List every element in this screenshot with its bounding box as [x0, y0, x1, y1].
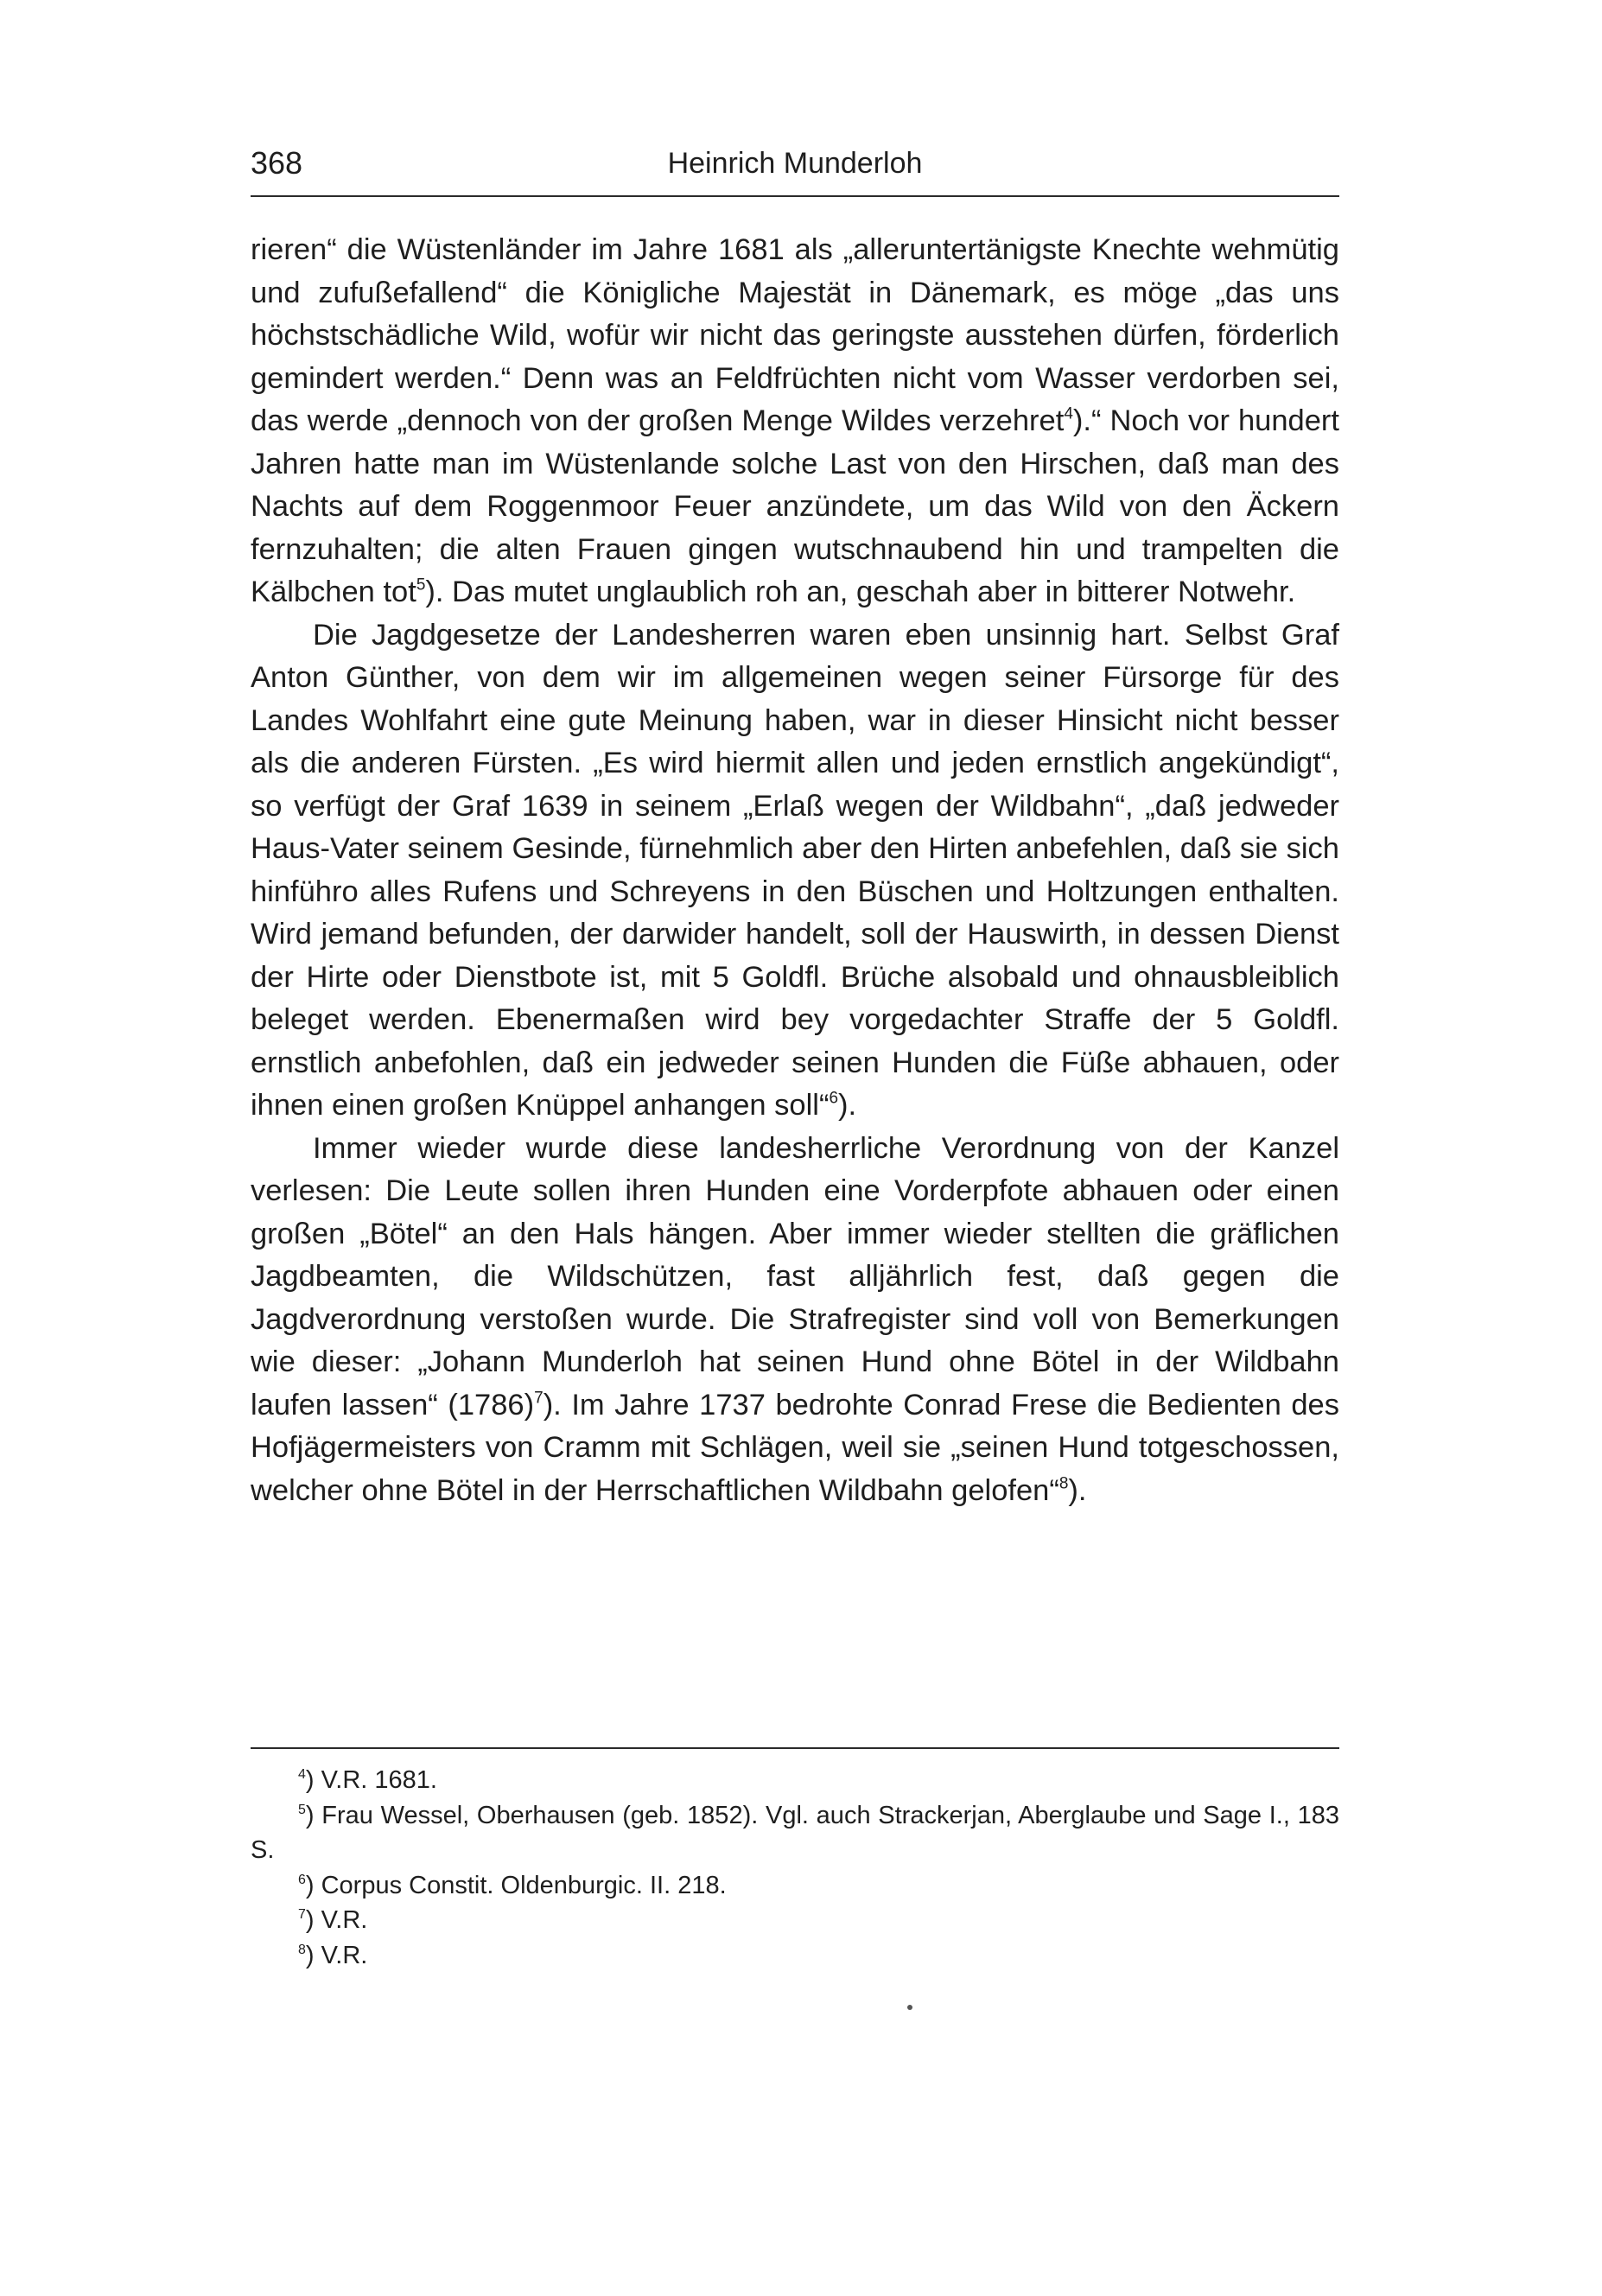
footnote-text: V.R.	[321, 1906, 368, 1934]
paragraph-text: ).“ Noch vor hundert Jahren hatte man im Wüstenlande solche Last von den Hirschen, daß man des Nachts auf dem Roggenmoor Feuer anzündete, um das Wild von den Äckern fernzuhalten; die alten Frauen gingen wutschnaubend hin und trampelten die Kälbchen tot	[251, 404, 1340, 608]
print-speck	[907, 2005, 912, 2010]
footnote-marker-paren: )	[305, 1906, 321, 1934]
footnote	[251, 1868, 1339, 1904]
footnote-marker-paren: )	[305, 1871, 321, 1899]
paragraph-text: Die Jagdgesetze der Landesherren waren eben unsinnig hart. Selbst Graf Anton Günther, von dem wir im allgemeinen wegen seiner Fürsorge für des Landes Wohlfahrt eine gute Meinung haben, war in dieser Hinsicht nicht besser als die anderen Fürsten. „Es wird hiermit allen und jeden ernstlich angekündigt“, so verfügt der Graf 1639 in seinem „Erlaß wegen der Wildbahn“, „daß jedweder Haus-Vater seinem Gesinde, fürnehmlich aber den Hirten anbefehlen, daß sie sich hinführo alles Rufens und Schreyens in den Büschen und Holtzungen enthalten. Wird jemand befunden, der darwider handelt, soll der Hauswirth, in dessen Dienst der Hirte oder Dienstbote ist, mit 5 Goldfl. Brüche alsobald und ohnausbleiblich beleget werden. Ebenermaßen wird bey vorgedachter Straffe der 5 Goldfl. ernstlich anbefohlen, daß ein jedweder seinen Hunden die Füße abhauen, oder ihnen einen großen Knüppel anhangen soll“	[251, 618, 1339, 1122]
footnotes	[251, 1763, 1339, 1973]
paragraph	[251, 229, 1339, 614]
footnote-reference: 4	[1064, 404, 1073, 423]
footnote-reference: 8	[1058, 1474, 1069, 1493]
footnote-reference: 6	[829, 1089, 838, 1108]
footnote-marker-paren: )	[305, 1941, 321, 1969]
paragraph-text: rieren“ die Wüstenländer im Jahre 1681 als „alleruntertänigste Knechte wehmütig und zufußefallend“ die Königliche Majestät in Dänemark, es möge „das uns höchstschädliche Wild, wofür wir nicht das geringste ausstehen dürfen, förderlich gemindert werden.“ Denn was an Feldfrüchten nicht vom Wasser verdorben sei, das werde „dennoch von der großen Menge Wildes verzehret	[251, 233, 1339, 437]
footnote-marker: 5	[298, 1802, 306, 1817]
body-text	[251, 229, 1339, 1512]
footnote-marker-paren: )	[305, 1766, 321, 1794]
paragraph-text: ). Das mutet unglaublich roh an, geschah aber in bitterer Notwehr.	[425, 576, 1296, 608]
footnote	[251, 1938, 1339, 1974]
paragraph	[251, 614, 1339, 1128]
paragraph-text: Immer wieder wurde diese landesherrliche Verordnung von der Kanzel verlesen: Die Leute sollen ihren Hunden eine Vorderpfote abhauen oder einen großen „Bötel“ an den Hals hängen. Aber immer wieder stellten die gräflichen Jagdbeamten, die Wildschützen, fast alljährlich fest, daß gegen die Jagdverordnung verstoßen wurde. Die Strafregister sind voll von Bemerkungen wie dieser: „Johann Munderloh hat seinen Hund ohne Bötel in der Wildbahn laufen lassen“ (1786)	[251, 1131, 1339, 1421]
footnote-text: V.R. 1681.	[321, 1766, 437, 1794]
page-number: 368	[251, 145, 303, 181]
footnote-text: Frau Wessel, Oberhausen (geb. 1852). Vgl. auch Strackerjan, Aberglaube und Sage I., 183 S.	[251, 1801, 1339, 1864]
header-rule	[251, 195, 1339, 197]
running-head	[251, 138, 1339, 190]
footnote-text: V.R.	[321, 1941, 368, 1969]
footnote	[251, 1903, 1339, 1938]
paragraph	[251, 1128, 1339, 1513]
footnote-marker: 7	[298, 1906, 306, 1922]
footnote-marker: 6	[298, 1872, 306, 1887]
running-title: Heinrich Munderloh	[667, 147, 923, 180]
footnote	[251, 1763, 1339, 1798]
footnote-rule	[251, 1747, 1339, 1749]
paragraph-text: ).	[838, 1089, 857, 1122]
paragraph-text: ).	[1068, 1473, 1087, 1507]
footnote-marker: 4	[298, 1766, 306, 1782]
footnote-reference: 7	[534, 1389, 544, 1408]
footnote-reference: 5	[416, 576, 426, 595]
footnote-marker: 8	[298, 1942, 306, 1957]
footnote-marker-paren: )	[305, 1801, 322, 1829]
footnote	[251, 1798, 1339, 1868]
footnote-text: Corpus Constit. Oldenburgic. II. 218.	[321, 1871, 727, 1899]
paragraph-text: ). Im Jahre 1737 bedrohte Conrad Frese die Bedienten des Hofjägermeisters von Cramm mit Schlägen, weil sie „seinen Hund totgeschossen, welcher ohne Bötel in der Herrschaftlichen Wildbahn gelofen“	[251, 1388, 1339, 1507]
